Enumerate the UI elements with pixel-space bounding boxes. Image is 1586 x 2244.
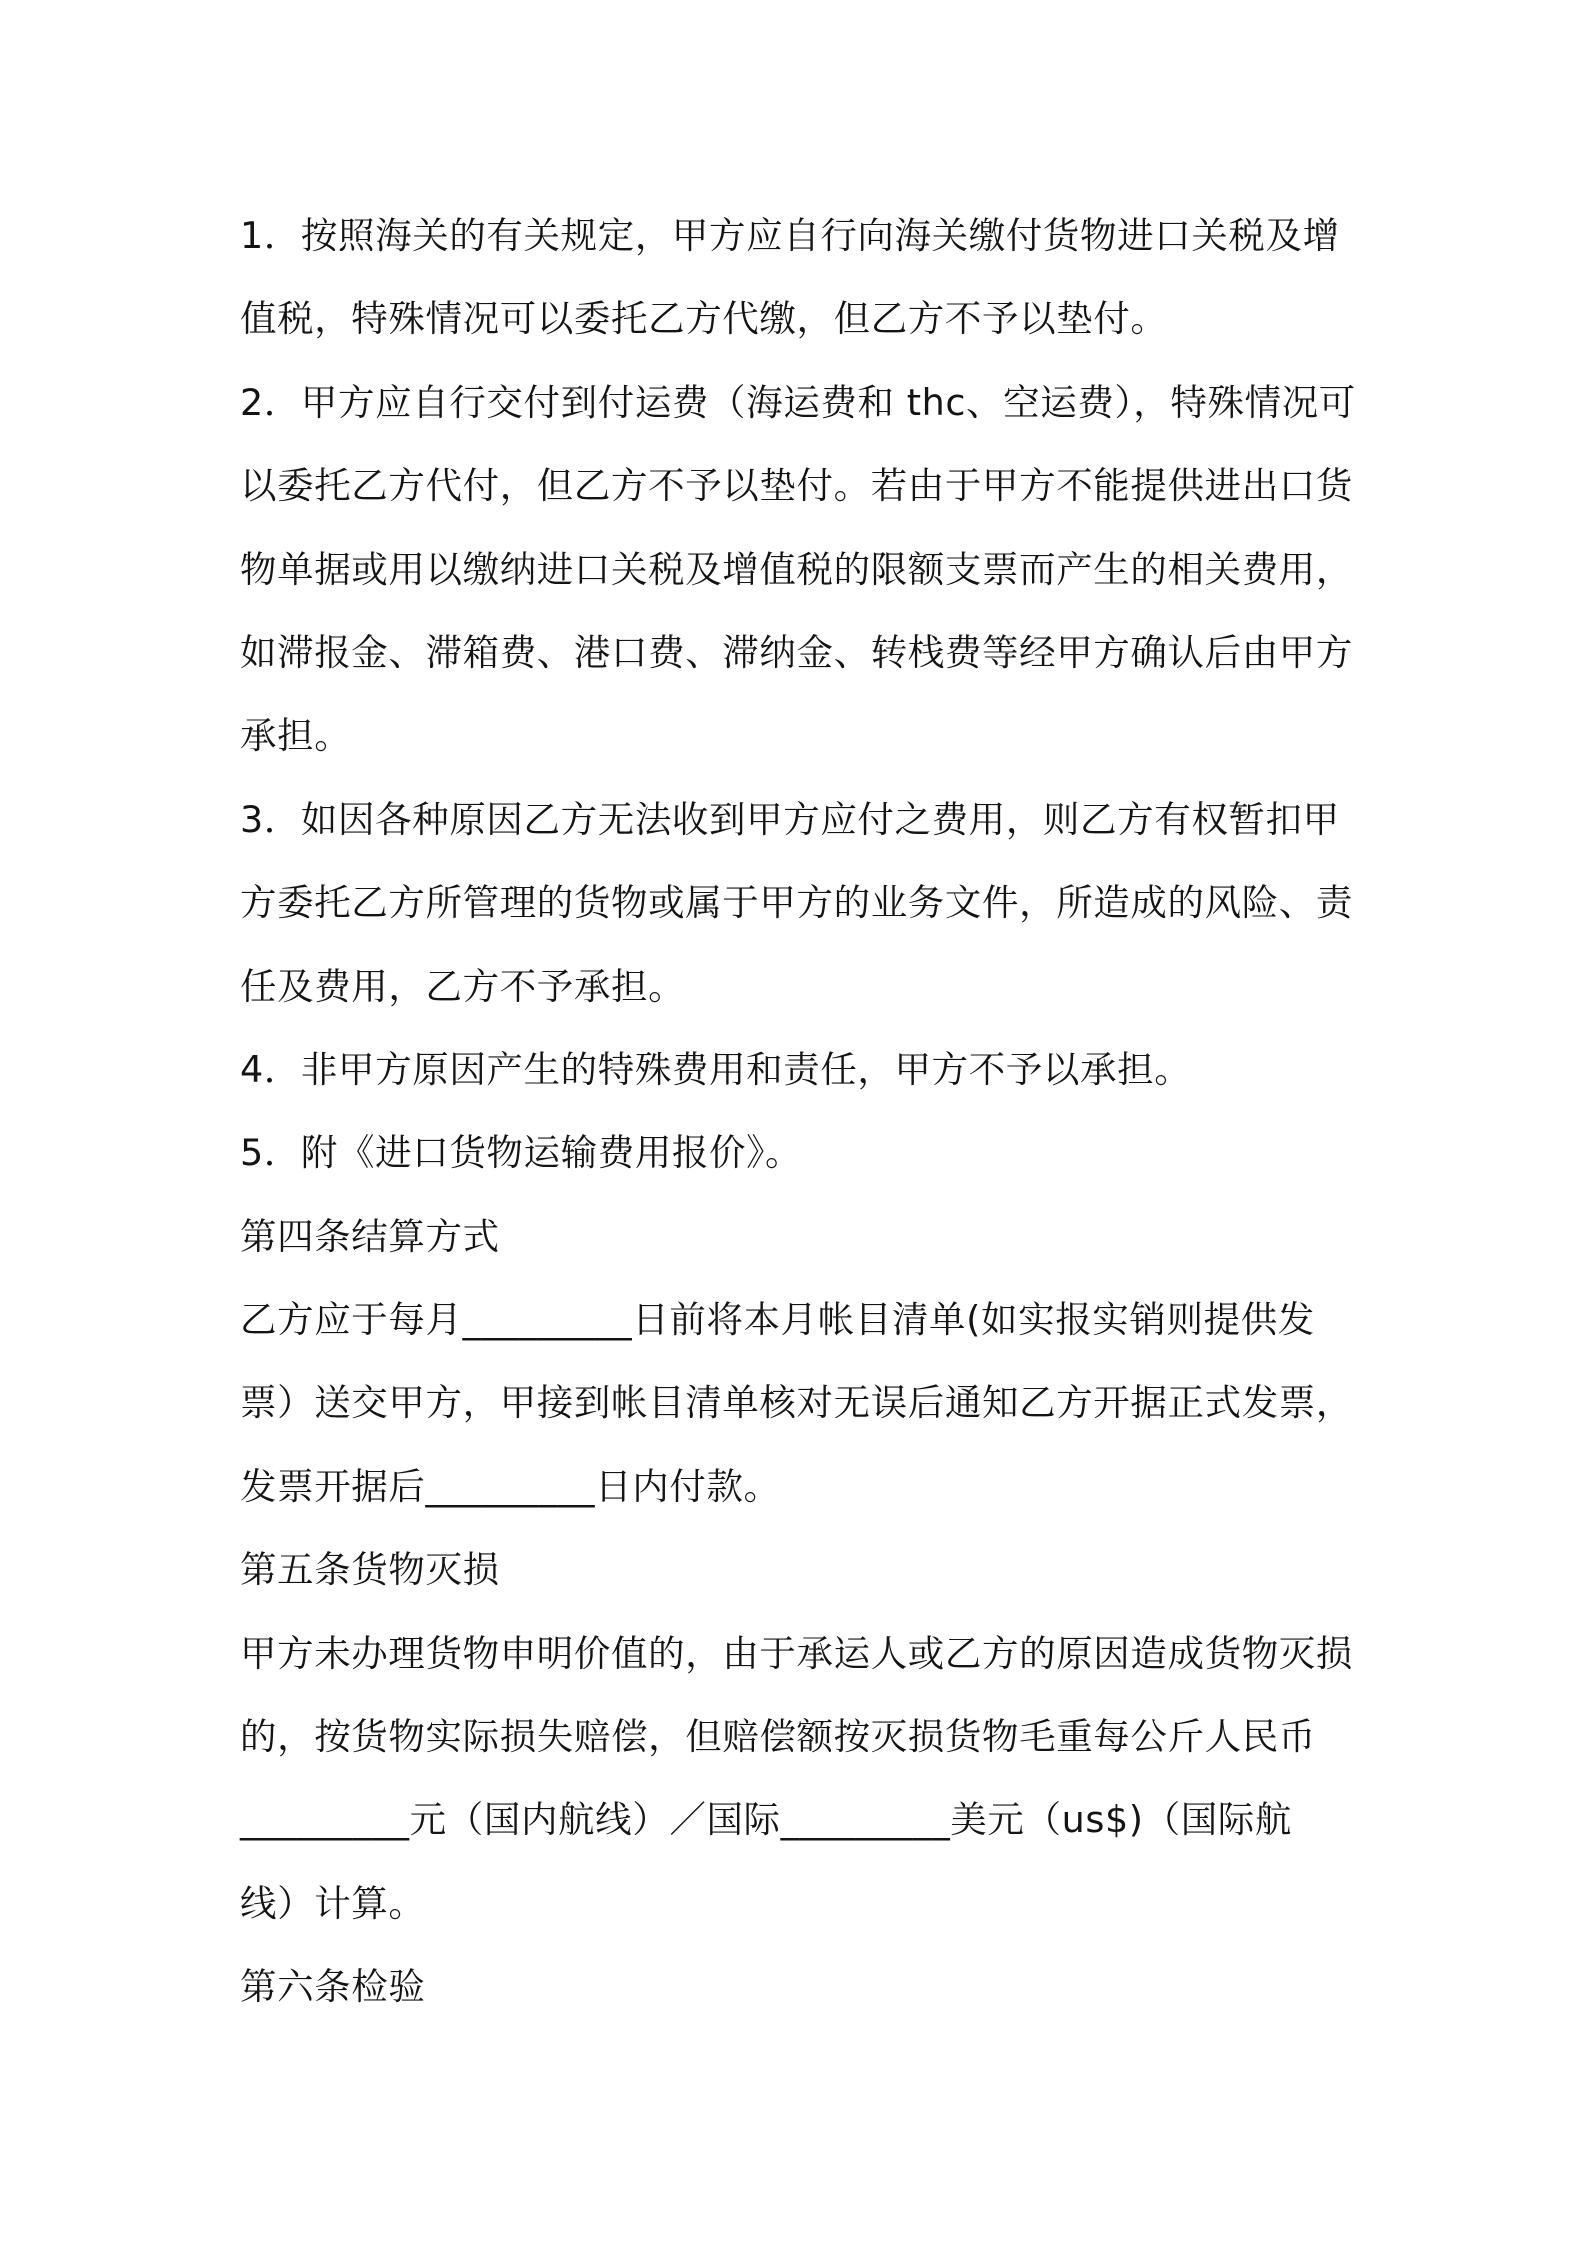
text-line: 如滞报金、滞箱费、港口费、滞纳金、转栈费等经甲方确认后由甲方 (240, 630, 1353, 674)
text-line: 3．如因各种原因乙方无法收到甲方应付之费用，则乙方有权暂扣甲 (240, 797, 1340, 841)
document-page (240, 194, 1360, 2029)
text-line: _________元（国内航线）／国际_________美元（us$)（国际航 (240, 1798, 1293, 1842)
text-line: 物单据或用以缴纳进口关税及增值税的限额支票而产生的相关费用， (240, 547, 1353, 591)
text-line: 线）计算。 (240, 1881, 426, 1925)
text-line: 以委托乙方代付，但乙方不予以垫付。若由于甲方不能提供进出口货 (240, 464, 1353, 508)
text-line: 票）送交甲方，甲接到帐目清单核对无误后通知乙方开据正式发票， (240, 1381, 1353, 1425)
text-line: 方委托乙方所管理的货物或属于甲方的业务文件，所造成的风险、责 (240, 881, 1353, 925)
text-line: 发票开据后_________日内付款。 (240, 1464, 781, 1508)
section-heading: 第四条结算方式 (240, 1214, 500, 1258)
section-heading: 第六条检验 (240, 1965, 426, 2009)
text-line: 承担。 (240, 714, 352, 758)
text-line: 任及费用，乙方不予承担。 (240, 964, 686, 1008)
text-line: 4．非甲方原因产生的特殊费用和责任，甲方不予以承担。 (240, 1047, 1192, 1091)
section-heading: 第五条货物灭损 (240, 1548, 500, 1592)
text-line: 乙方应于每月_________日前将本月帐目清单(如实报实销则提供发 (240, 1298, 1315, 1342)
text-line: 值税，特殊情况可以委托乙方代缴，但乙方不予以垫付。 (240, 297, 1168, 341)
text-line: 甲方未办理货物申明价值的，由于承运人或乙方的原因造成货物灭损 (240, 1631, 1353, 1675)
text-line: 2．甲方应自行交付到付运费（海运费和 thc、空运费），特殊情况可 (240, 380, 1356, 424)
text-line: 的，按货物实际损失赔偿，但赔偿额按灭损货物毛重每公斤人民币 (240, 1715, 1316, 1759)
text-line: 5．附《进口货物运输费用报价》。 (240, 1131, 803, 1175)
text-line: 1．按照海关的有关规定，甲方应自行向海关缴付货物进口关税及增 (240, 214, 1340, 257)
